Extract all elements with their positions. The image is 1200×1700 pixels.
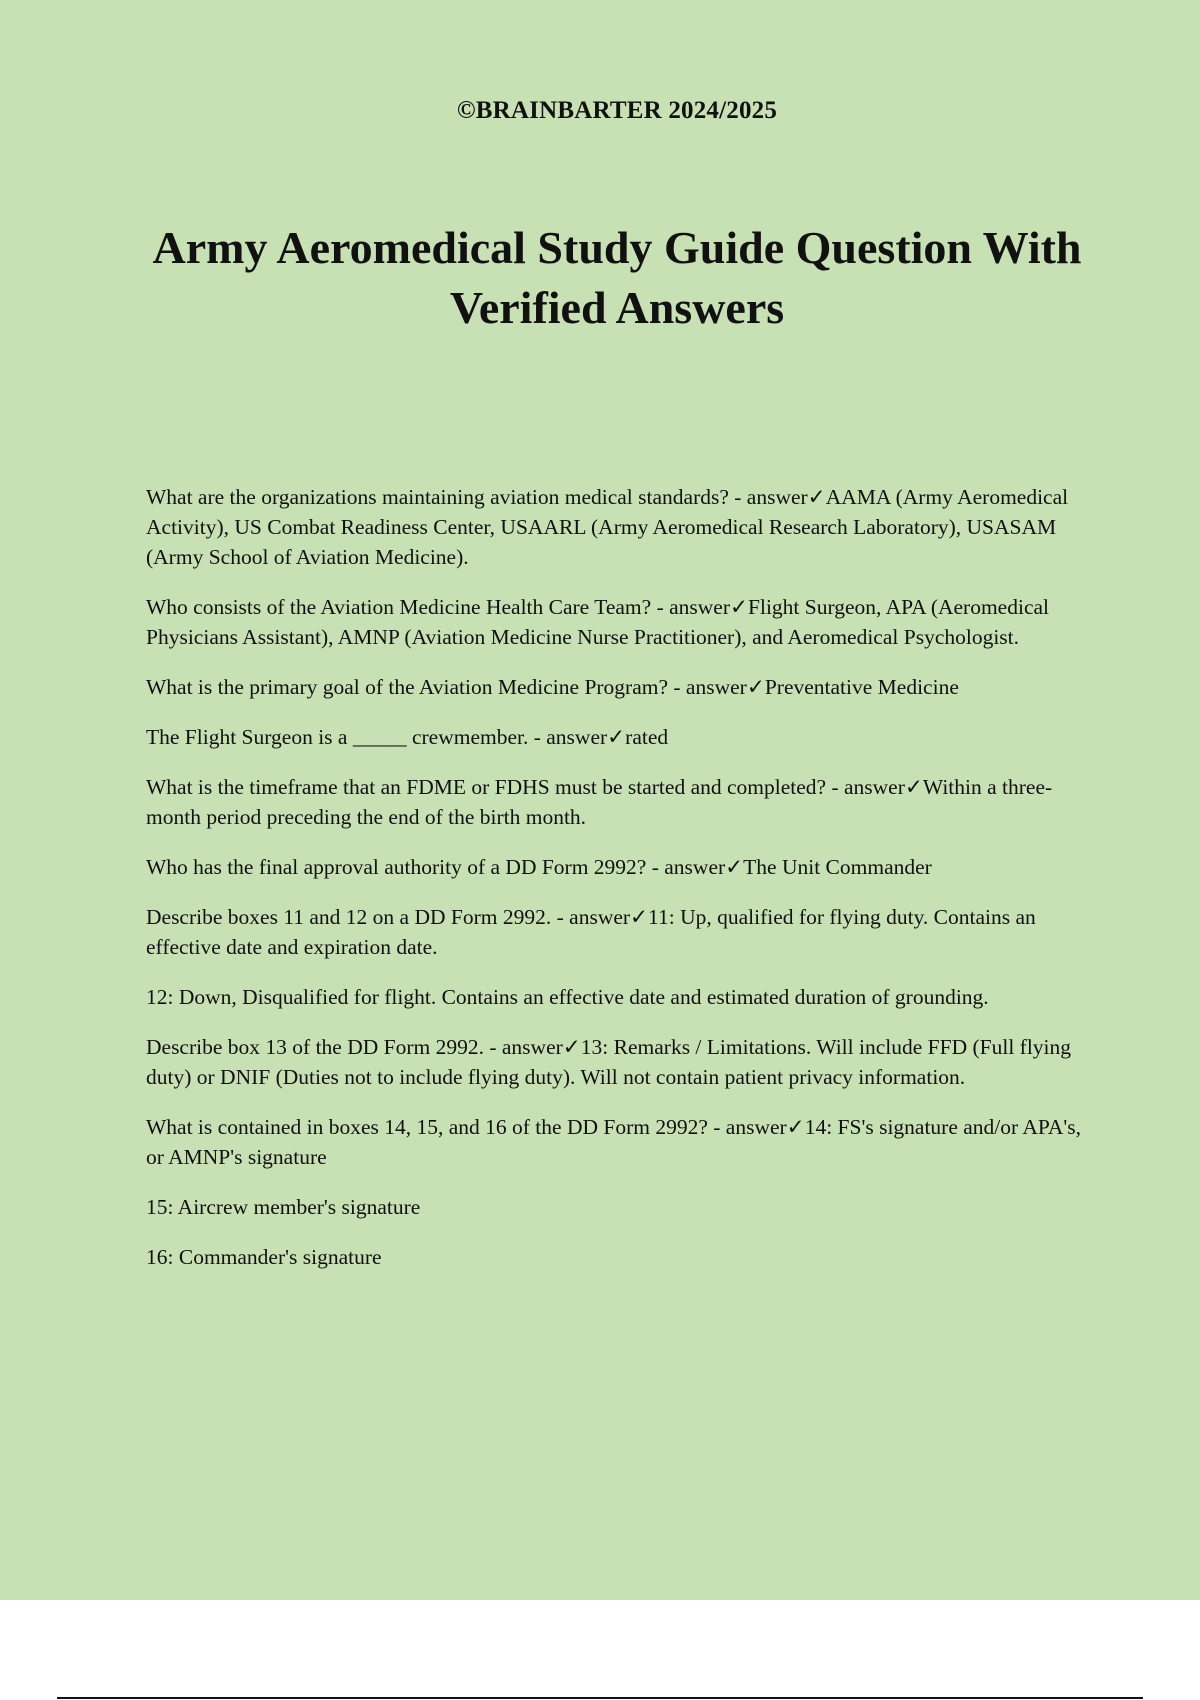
qa-item: 15: Aircrew member's signature — [146, 1195, 421, 1219]
qa-item: Describe box 13 of the DD Form 2992. - answer✓13: Remarks / Limitations. Will include FFD (Full flying duty) or DNIF (Duties not to include flying duty). Will not contain patient privacy information. — [146, 1035, 1072, 1089]
footer-divider — [57, 1697, 1143, 1699]
qa-item: The Flight Surgeon is a _____ crewmember. - answer✓rated — [146, 725, 669, 749]
qa-item: Describe boxes 11 and 12 on a DD Form 2992. - answer✓11: Up, qualified for flying duty. Contains an effective date and expiration date. — [146, 905, 1036, 959]
qa-item: What are the organizations maintaining aviation medical standards? - answer✓AAMA (Army Aeromedical Activity), US Combat Readiness Center, USAARL (Army Aeromedical Research Laboratory), USASAM (Army School of Aviation Medicine). — [146, 485, 1069, 569]
qa-item: What is contained in boxes 14, 15, and 16 of the DD Form 2992? - answer✓14: FS's signature and/or APA's, or AMNP's signature — [146, 1115, 1082, 1169]
document-title: Army Aeromedical Study Guide Question With Verified Answers — [152, 222, 1082, 333]
qa-item: 16: Commander's signature — [146, 1245, 382, 1269]
qa-item: Who consists of the Aviation Medicine Health Care Team? - answer✓Flight Surgeon, APA (Aeromedical Physicians Assistant), AMNP (Aviation Medicine Nurse Practitioner), and Aeromedical Psychologist. — [146, 595, 1050, 649]
qa-list — [146, 482, 1096, 1292]
watermark-header: ©BRAINBARTER 2024/2025 — [456, 97, 778, 124]
qa-item: What is the timeframe that an FDME or FDHS must be started and completed? - answer✓Within a three-month period preceding the end of the birth month. — [146, 775, 1053, 829]
qa-item: Who has the final approval authority of a DD Form 2992? - answer✓The Unit Commander — [146, 855, 932, 879]
qa-item: 12: Down, Disqualified for flight. Contains an effective date and estimated duration of grounding. — [146, 985, 989, 1009]
qa-item: What is the primary goal of the Aviation Medicine Program? - answer✓Preventative Medicine — [146, 675, 959, 699]
